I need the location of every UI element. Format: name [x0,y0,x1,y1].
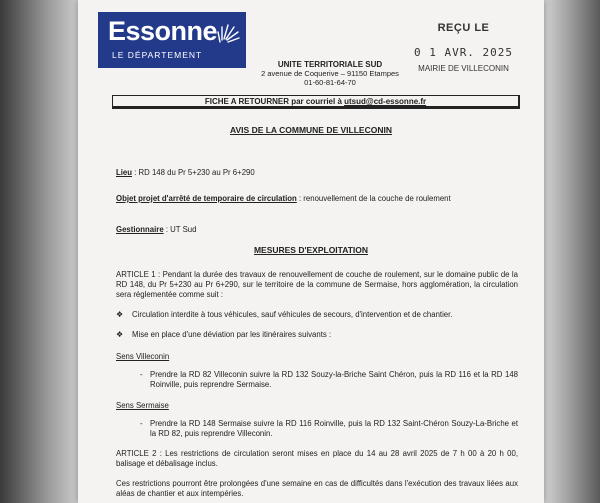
diamond-bullet-icon: ❖ [116,330,124,339]
dash-bullet-icon: - [140,419,143,428]
sens-sermaise-item [140,419,518,439]
objet-line [116,194,451,204]
return-form-box [112,95,520,109]
logo-name: Essonne [108,16,218,46]
bullet-text: Circulation interdite à tous véhicules, sauf véhicules de secours, d'intervention et de chantier. [132,310,453,319]
sens-villeconin-text: Prendre la RD 82 Villeconin suivre la RD 132 Souzy-la-Briche Saint Chéron, puis la RD 116 et la RD 148 Roinville, puis reprendre Sermaise. [150,370,518,390]
dash-bullet-icon: - [140,370,143,379]
background-left [0,0,80,503]
final-paragraph: Ces restrictions pourront être prolongées d'une semaine en cas de difficultés dans l'exécution des travaux liées aux aléas de chantier et aux intempéries. [116,479,518,499]
background-right [542,0,600,503]
return-email-link[interactable]: utsud@cd-essonne.fr [344,97,427,106]
stamp-title: REÇU LE [437,22,490,34]
mesures-title: MESURES D'EXPLOITATION [253,245,369,255]
sens-sermaise-title: Sens Sermaise [116,401,169,410]
sun-icon [216,22,240,46]
diamond-bullet-icon: ❖ [116,310,124,319]
lieu-value: : RD 148 du Pr 5+230 au Pr 6+290 [132,168,255,177]
return-form-text: FICHE A RETOURNER par courriel à [204,97,345,106]
gestionnaire-value: : UT Sud [163,225,197,234]
lieu-line [116,168,255,178]
sens-sermaise-text: Prendre la RD 148 Sermaise suivre la RD 116 Roinville, puis la RD 132 Saint-Chéron Souzy-La-Briche et la RD 82, puis reprendre Villeconin. [150,419,518,439]
unit-address: 2 avenue de Coquerive – 91150 Etampes [261,69,399,78]
unit-phone: 01-60-81-64-70 [304,78,356,87]
document-page [78,0,544,503]
received-stamp [396,22,531,73]
article-2: ARTICLE 2 : Les restrictions de circulation seront mises en place du 14 au 28 avril 2025 de 7 h 00 à 20 h 00, balisage et débalisage inclus. [116,449,518,469]
lieu-label: Lieu [116,168,133,177]
bullet-item [116,310,522,320]
unit-title: UNITE TERRITORIALE SUD [277,60,383,69]
bullet-text: Mise en place d'une déviation par les itinéraires suivants : [132,330,332,339]
sens-villeconin-title: Sens Villeconin [116,352,170,361]
gestionnaire-label: Gestionnaire [116,225,164,234]
essonne-logo [98,12,246,68]
logo-subtitle: LE DÉPARTEMENT [112,50,203,60]
bullet-item [116,330,522,340]
sens-villeconin-item [140,370,518,390]
stamp-date: 0 1 AVR. 2025 [413,46,514,59]
gestionnaire-line [116,225,196,235]
avis-title: AVIS DE LA COMMUNE DE VILLECONIN [230,125,392,135]
objet-value: : renouvellement de la couche de roulement [296,194,451,203]
stamp-mairie: MAIRIE DE VILLECONIN [418,64,509,73]
article-1: ARTICLE 1 : Pendant la durée des travaux de renouvellement de couche de roulement, sur le domaine public de la RD 148, du Pr 5+230 au Pr 6+290, sur le territoire de la commune de Sermaise, hors agglomération, la circulation sera réglementée comme suit : [116,270,518,300]
objet-label: Objet projet d'arrêté de temporaire de circulation [116,194,297,203]
